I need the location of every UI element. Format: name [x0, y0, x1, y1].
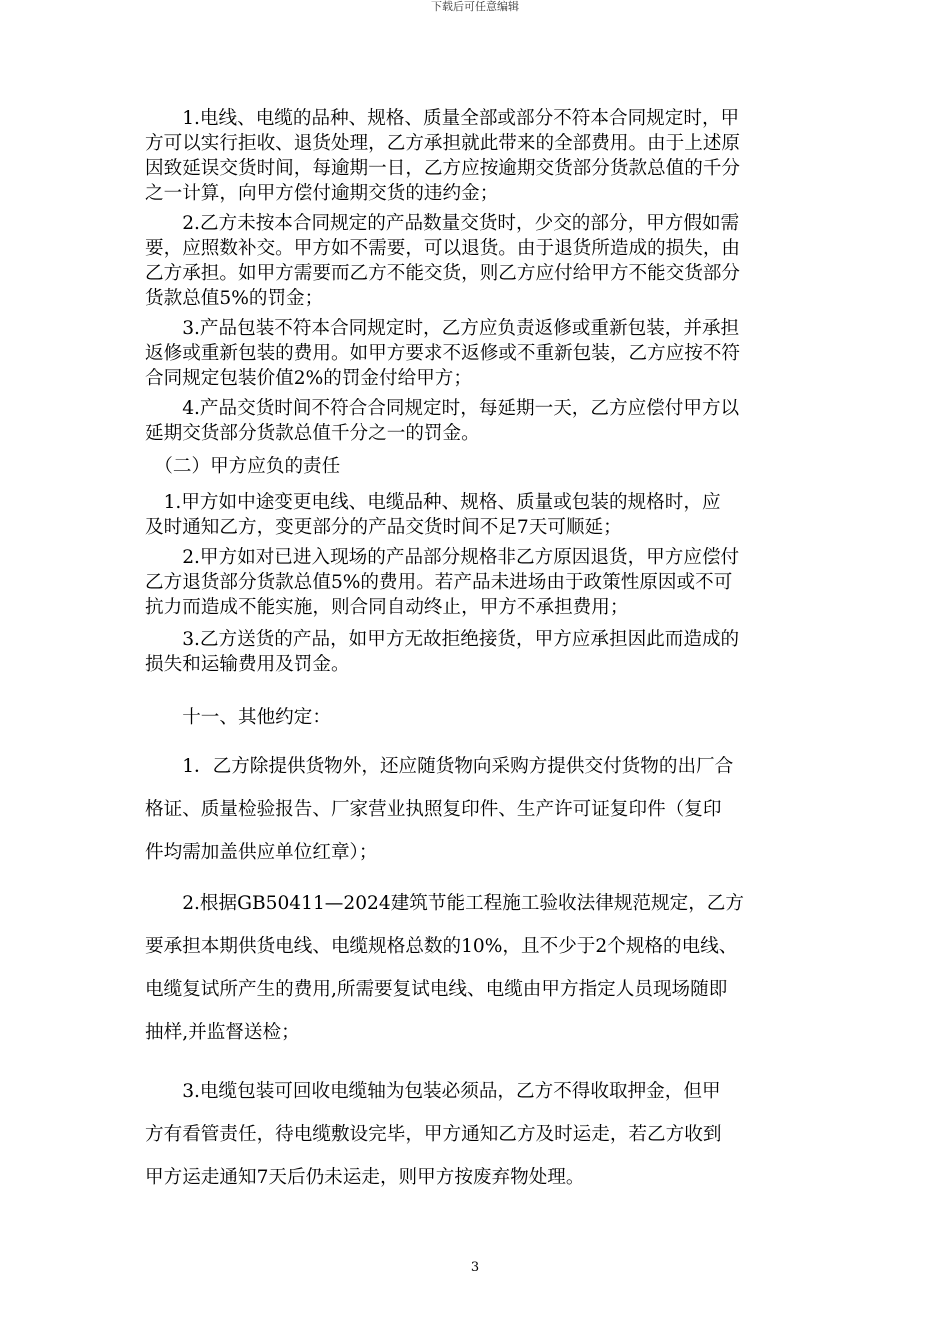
clause-4-delivery-time: 4.产品交货时间不符合合同规定时，每延期一天，乙方应偿付甲方以 延期交货部分货款总值千分之一的罚金。	[145, 398, 740, 444]
party-a-clause-1: 1.甲方如中途变更电线、电缆品种、规格、质量或包装的规格时，应 及时通知乙方，变更部分的产品交货时间不足7天可顺延；	[145, 492, 721, 538]
clause-2-quantity: 2.乙方未按本合同规定的产品数量交货时，少交的部分，甲方假如需 要，应照数补交。甲方如不需要，可以退货。由于退货所造成的损失，由 乙方承担。如甲方需要而乙方不能交货，则乙方应付给甲方不能交货部分 货款总值5%的罚金；	[145, 213, 741, 309]
other-terms-clause-3: 3.电缆包装可回收电缆轴为包装必须品，乙方不得收取押金，但甲 方有看管责任，待电缆敷设完毕，甲方通知乙方及时运走，若乙方收到 甲方运走通知7天后仍未运走，则甲方按废弃物处理。	[145, 1081, 722, 1188]
page-number: 3	[470, 1260, 480, 1275]
clause-1-quality: 1.电线、电缆的品种、规格、质量全部或部分不符本合同规定时，甲 方可以实行拒收、退货处理，乙方承担就此带来的全部费用。由于上述原 因致延误交货时间，每逾期一日，乙方应按逾期交货部分货款总值的千分 之一计算，向甲方偿付逾期交货的违约金；	[145, 108, 741, 204]
other-terms-clause-1: 1．乙方除提供货物外，还应随货物向采购方提供交付货物的出厂合 格证、质量检验报告、厂家营业执照复印件、生产许可证复印件（复印 件均需加盖供应单位红章）；	[145, 756, 734, 863]
section-heading-other-terms: 十一、其他约定：	[145, 707, 331, 728]
party-a-clause-3: 3.乙方送货的产品，如甲方无故拒绝接货，甲方应承担因此而造成的 损失和运输费用及罚金。	[145, 629, 740, 675]
clause-3-packaging: 3.产品包装不符本合同规定时，乙方应负责返修或重新包装，并承担 返修或重新包装的费用。如甲方要求不返修或不重新包装，乙方应按不符 合同规定包装价值2%的罚金付给甲方；	[145, 318, 741, 389]
party-a-clause-2: 2.甲方如对已进入现场的产品部分规格非乙方原因退货，甲方应偿付 乙方退货部分货款总值5%的费用。若产品未进场由于政策性原因或不可 抗力而造成不能实施，则合同自动终止，甲方不承担费用；	[145, 547, 740, 618]
page-header: 下载后可任意编辑	[431, 0, 519, 13]
section-heading-party-a: （二）甲方应负的责任	[145, 456, 341, 477]
other-terms-clause-2: 2.根据GB50411—2024建筑节能工程施工验收法律规范规定，乙方 要承担本期供货电线、电缆规格总数的10%，且不少于2个规格的电线、 电缆复试所产生的费用,所需要复试电线、电缆由甲方指定人员现场随即 抽样,并监督送检；	[145, 893, 744, 1043]
